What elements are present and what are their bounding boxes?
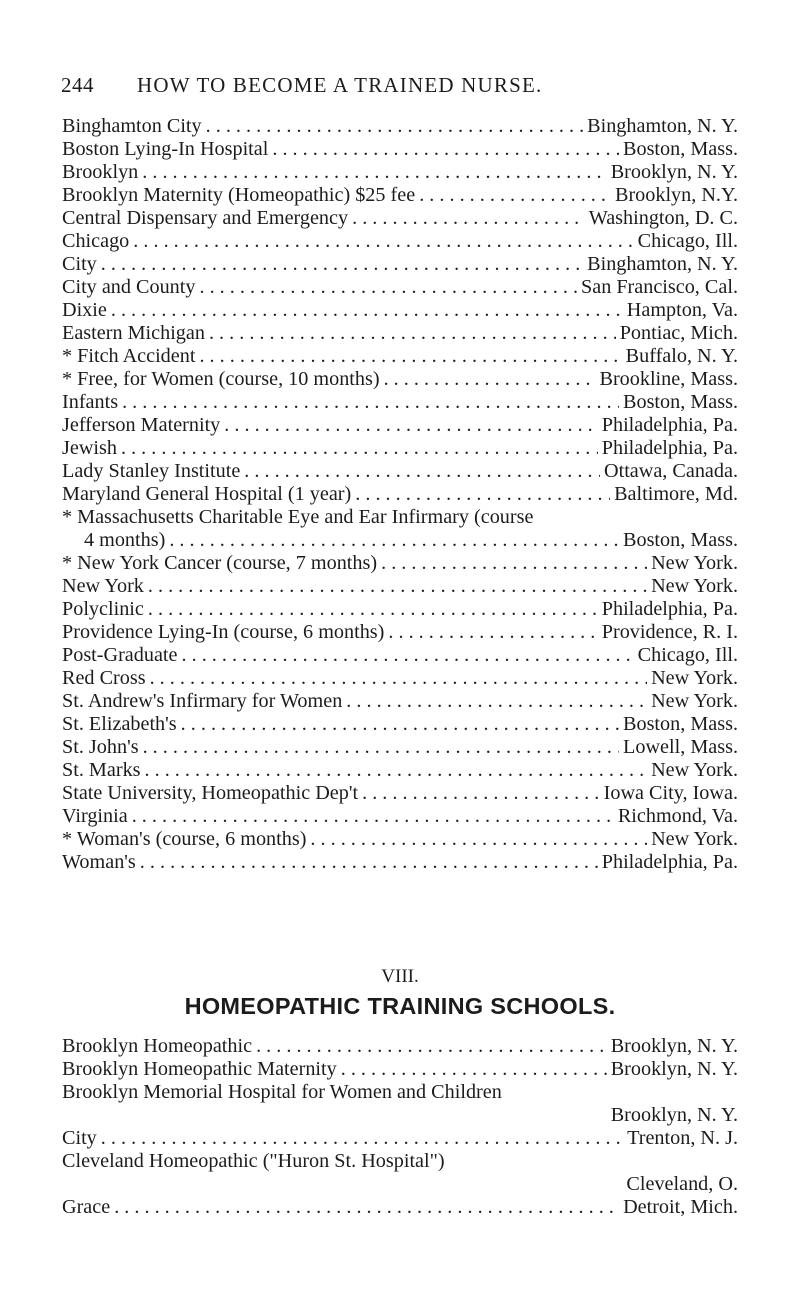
dot-leader (256, 1035, 607, 1058)
school-location: Chicago, Ill. (637, 230, 738, 252)
dot-leader (352, 207, 585, 230)
list-item (62, 414, 738, 437)
school-name: Virginia (62, 805, 128, 827)
school-location: Brooklyn, N. Y. (610, 1035, 738, 1057)
dot-leader (362, 782, 600, 805)
dot-leader (140, 851, 598, 874)
list-item (62, 161, 738, 184)
list-item (62, 805, 738, 828)
school-location: San Francisco, Cal. (581, 276, 738, 298)
list-item (62, 345, 738, 368)
dot-leader (199, 345, 621, 368)
list-item (62, 552, 738, 575)
school-location: Baltimore, Md. (614, 483, 738, 505)
school-location: New York. (651, 552, 738, 574)
list-item (62, 184, 738, 207)
dot-leader (182, 644, 634, 667)
school-location: Buffalo, N. Y. (625, 345, 738, 367)
list-item (62, 644, 738, 667)
school-name: Jefferson Maternity (62, 414, 221, 436)
list-item (62, 1127, 738, 1150)
list-item (62, 736, 738, 759)
school-name: Binghamton City (62, 115, 202, 137)
dot-leader (111, 299, 623, 322)
dot-leader (142, 161, 606, 184)
list-item (62, 207, 738, 230)
school-name: Polyclinic (62, 598, 144, 620)
list-item (62, 368, 738, 391)
school-name: City (62, 1127, 97, 1149)
school-name: Grace (62, 1196, 111, 1218)
school-name: St. John's (62, 736, 139, 758)
school-location: New York. (651, 667, 738, 689)
homeopathic-schools-list (62, 1035, 738, 1219)
list-item (62, 851, 738, 874)
dot-leader (148, 575, 647, 598)
school-name: St. Marks (62, 759, 141, 781)
school-name: Brooklyn Homeopathic Maternity (62, 1058, 337, 1080)
school-name: Post-Graduate (62, 644, 178, 666)
running-head: HOW TO BECOME A TRAINED NURSE. (137, 73, 543, 97)
dot-leader (272, 138, 619, 161)
school-location: Boston, Mass. (623, 138, 738, 160)
school-location: New York. (651, 828, 738, 850)
dot-leader (114, 1196, 619, 1219)
school-name: 4 months) (84, 529, 166, 551)
school-location: Providence, R. I. (601, 621, 738, 643)
dot-leader (244, 460, 600, 483)
school-name: * Woman's (course, 6 months) (62, 828, 307, 850)
list-item (62, 621, 738, 644)
school-name: Boston Lying-In Hospital (62, 138, 269, 160)
school-name: Jewish (62, 437, 117, 459)
list-item-text: Cleveland Homeopathic ("Huron St. Hospital") (62, 1150, 445, 1172)
list-item-text: * Massachusetts Charitable Eye and Ear Infirmary (course (62, 506, 534, 528)
dot-leader (181, 713, 619, 736)
list-item (62, 253, 738, 276)
list-item (62, 437, 738, 460)
dot-leader (206, 115, 584, 138)
dot-leader (122, 391, 619, 414)
school-location: Philadelphia, Pa. (601, 851, 738, 873)
list-item (62, 230, 738, 253)
school-location: Brooklyn, N. Y. (610, 1058, 738, 1080)
school-name: Infants (62, 391, 119, 413)
school-name: * New York Cancer (course, 7 months) (62, 552, 378, 574)
school-name: Red Cross (62, 667, 146, 689)
school-location: Binghamton, N. Y. (587, 115, 738, 137)
school-name: Brooklyn (62, 161, 139, 183)
school-name: City (62, 253, 97, 275)
dot-leader (419, 184, 611, 207)
list-item (62, 667, 738, 690)
dot-leader (101, 253, 583, 276)
school-name: Woman's (62, 851, 136, 873)
list-item (62, 828, 738, 851)
school-location: Richmond, Va. (617, 805, 738, 827)
school-location: Ottawa, Canada. (604, 460, 738, 482)
school-name: Lady Stanley Institute (62, 460, 241, 482)
school-location: Chicago, Ill. (637, 644, 738, 666)
school-location: Boston, Mass. (623, 713, 738, 735)
list-item (62, 1058, 738, 1081)
school-location: New York. (651, 575, 738, 597)
school-location: Philadelphia, Pa. (601, 598, 738, 620)
school-location: Brookline, Mass. (599, 368, 738, 390)
school-location: Washington, D. C. (588, 207, 738, 229)
dot-leader (101, 1127, 623, 1150)
dot-leader (199, 276, 577, 299)
dot-leader (346, 690, 647, 713)
dot-leader (148, 598, 598, 621)
list-item (62, 460, 738, 483)
school-name: City and County (62, 276, 196, 298)
section-number: VIII. (381, 966, 419, 987)
dot-leader (209, 322, 616, 345)
dot-leader (384, 368, 596, 391)
list-item (62, 1196, 738, 1219)
school-name: Chicago (62, 230, 130, 252)
list-item (62, 138, 738, 161)
list-item (62, 276, 738, 299)
school-location: Brooklyn, N. Y. (610, 161, 738, 183)
list-item (62, 1035, 738, 1058)
school-location: Iowa City, Iowa. (603, 782, 738, 804)
dot-leader (150, 667, 648, 690)
dot-leader (133, 230, 633, 253)
school-location: Pontiac, Mich. (619, 322, 738, 344)
school-location: New York. (651, 690, 738, 712)
list-item-text: Brooklyn Memorial Hospital for Women and Children (62, 1081, 502, 1103)
list-item (62, 598, 738, 621)
list-item (62, 115, 738, 138)
section-title: HOMEOPATHIC TRAINING SCHOOLS. (184, 993, 616, 1019)
school-location: New York. (651, 759, 738, 781)
dot-leader (145, 759, 648, 782)
list-item-location: Cleveland, O. (626, 1173, 738, 1195)
list-item (62, 483, 738, 506)
school-location: Philadelphia, Pa. (601, 414, 738, 436)
list-item (62, 322, 738, 345)
school-location: Boston, Mass. (623, 529, 738, 551)
school-location: Lowell, Mass. (623, 736, 738, 758)
dot-leader (132, 805, 614, 828)
school-name: Maryland General Hospital (1 year) (62, 483, 352, 505)
list-item-location: Brooklyn, N. Y. (610, 1104, 738, 1126)
school-name: Brooklyn Homeopathic (62, 1035, 253, 1057)
school-location: Trenton, N. J. (627, 1127, 738, 1149)
dot-leader (381, 552, 647, 575)
dot-leader (341, 1058, 607, 1081)
school-name: Central Dispensary and Emergency (62, 207, 349, 229)
school-name: St. Elizabeth's (62, 713, 177, 735)
dot-leader (388, 621, 597, 644)
school-location: Philadelphia, Pa. (601, 437, 738, 459)
school-name: State University, Homeopathic Dep't (62, 782, 359, 804)
dot-leader (169, 529, 619, 552)
school-name: New York (62, 575, 144, 597)
school-location: Boston, Mass. (623, 391, 738, 413)
school-name: Brooklyn Maternity (Homeopathic) $25 fee (62, 184, 416, 206)
dot-leader (224, 414, 597, 437)
page-number: 244 (61, 73, 94, 97)
school-name: St. Andrew's Infirmary for Women (62, 690, 343, 712)
school-location: Hampton, Va. (626, 299, 738, 321)
school-name: Eastern Michigan (62, 322, 205, 344)
school-name: * Free, for Women (course, 10 months) (62, 368, 380, 390)
list-item (62, 391, 738, 414)
dot-leader (355, 483, 610, 506)
list-item (62, 299, 738, 322)
school-location: Detroit, Mich. (623, 1196, 738, 1218)
school-name: Providence Lying-In (course, 6 months) (62, 621, 385, 643)
dot-leader (121, 437, 598, 460)
school-name: Dixie (62, 299, 107, 321)
training-schools-list (62, 115, 738, 874)
list-item (62, 713, 738, 736)
list-item (62, 782, 738, 805)
school-location: Binghamton, N. Y. (587, 253, 738, 275)
list-item (62, 529, 738, 552)
dot-leader (143, 736, 619, 759)
list-item (62, 759, 738, 782)
school-name: * Fitch Accident (62, 345, 196, 367)
dot-leader (310, 828, 647, 851)
list-item (62, 690, 738, 713)
list-item (62, 575, 738, 598)
school-location: Brooklyn, N.Y. (614, 184, 738, 206)
